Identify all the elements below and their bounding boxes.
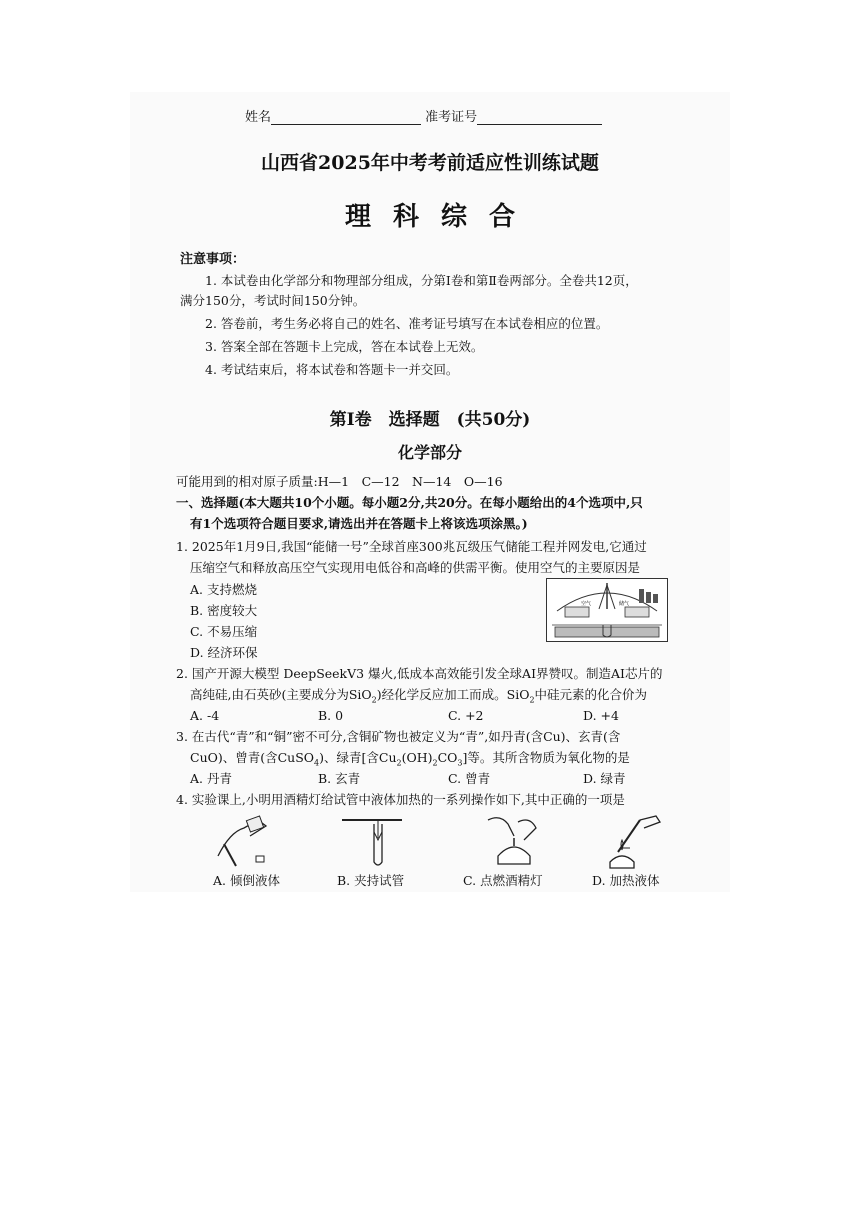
note-item: 满分150分，考试时间150分钟。 [180, 293, 366, 308]
note-item: 4. 考试结束后，将本试卷和答题卡一并交回。 [205, 362, 459, 377]
question-2-option: D. +4 [583, 708, 619, 723]
atomic-masses: 可能用到的相对原子质量:H—1 C—12 N—14 O—16 [176, 474, 503, 489]
question-3-option: D. 绿青 [583, 771, 626, 786]
note-item: 1. 本试卷由化学部分和物理部分组成，分第Ⅰ卷和第Ⅱ卷两部分。全卷共12页， [205, 273, 638, 288]
question-3-text: 3. 在古代“青”和“铜”密不可分,含铜矿物也被定义为“青”,如丹青(含Cu)、玄青(含 [176, 729, 621, 744]
name-blank [271, 112, 421, 125]
question-2-text: 2. 国产开源大模型 DeepSeekV3 爆火,低成本高效能引发全球AI界赞叹。制造AI芯片的 [176, 666, 663, 681]
pouring-liquid-icon [210, 812, 280, 870]
question-1-option: C. 不易压缩 [190, 624, 258, 639]
storage-diagram-icon [547, 579, 667, 641]
mc-instruction: 一、选择题(本大题共10个小题。每小题2分,共20分。在每小题给出的4个选项中,只 [176, 495, 643, 510]
note-item: 2. 答卷前，考生务必将自己的姓名、准考证号填写在本试卷相应的位置。 [205, 316, 609, 331]
question-2-text: 高纯硅,由石英砂(主要成分为SiO$_2$)经化学反应加工而成。SiO$_2$中硅元素的化合价为 [190, 687, 648, 705]
question-4-option: B. 夹持试管 [337, 873, 405, 888]
heating-liquid-icon [600, 812, 670, 870]
question-4-option: D. 加热液体 [592, 873, 660, 888]
question-4-text: 4. 实验课上,小明用酒精灯给试管中液体加热的一系列操作如下,其中正确的一项是 [176, 792, 625, 807]
question-2-option: B. 0 [318, 708, 344, 723]
candidate-header [245, 106, 602, 125]
question-1-option: B. 密度较大 [190, 603, 258, 618]
question-1-option: D. 经济环保 [190, 645, 258, 660]
question-1-option: A. 支持燃烧 [190, 582, 257, 597]
question-4-option: C. 点燃酒精灯 [463, 873, 543, 888]
name-label: 姓名 [245, 110, 272, 125]
question-3-text: CuO)、曾青(含CuSO$_4$)、绿青[含$Cu_2(OH)_2CO_3$]等。其所含物质为氧化物的是 [190, 750, 630, 768]
test-tube-holder-icon [338, 812, 408, 870]
figure-label: 储气 [619, 601, 630, 607]
note-item: 3. 答案全部在答题卡上完成，答在本试卷上无效。 [205, 339, 484, 354]
question-3-option: C. 曾青 [448, 771, 491, 786]
part-title: 化学部分 [397, 443, 462, 462]
energy-storage-figure [546, 578, 668, 642]
question-3-option: A. 丹青 [190, 771, 232, 786]
question-4-option: A. 倾倒液体 [213, 873, 280, 888]
exam-title: 山西省2025年中考考前适应性训练试题 [261, 152, 599, 174]
id-blank [477, 112, 602, 125]
section-title: 第Ⅰ卷 选择题 (共50分) [329, 410, 531, 430]
question-2-option: A. -4 [190, 708, 220, 723]
question-2-option: C. +2 [448, 708, 484, 723]
figure-label: 空气 [581, 601, 592, 607]
notes-heading: 注意事项： [180, 252, 246, 267]
question-3-option: B. 玄青 [318, 771, 361, 786]
mc-instruction: 有1个选项符合题目要求,请选出并在答题卡上将该选项涂黑。) [190, 516, 528, 531]
question-1-text: 1. 2025年1月9日,我国“能储一号”全球首座300兆瓦级压气储能工程并网发电,它通过 [176, 539, 647, 554]
subject-title: 理科综合 [344, 202, 537, 232]
question-1-text: 压缩空气和释放高压空气实现用电低谷和高峰的供需平衡。使用空气的主要原因是 [190, 560, 641, 575]
lighting-lamp-icon [478, 812, 548, 870]
id-label: 准考证号 [425, 110, 478, 125]
